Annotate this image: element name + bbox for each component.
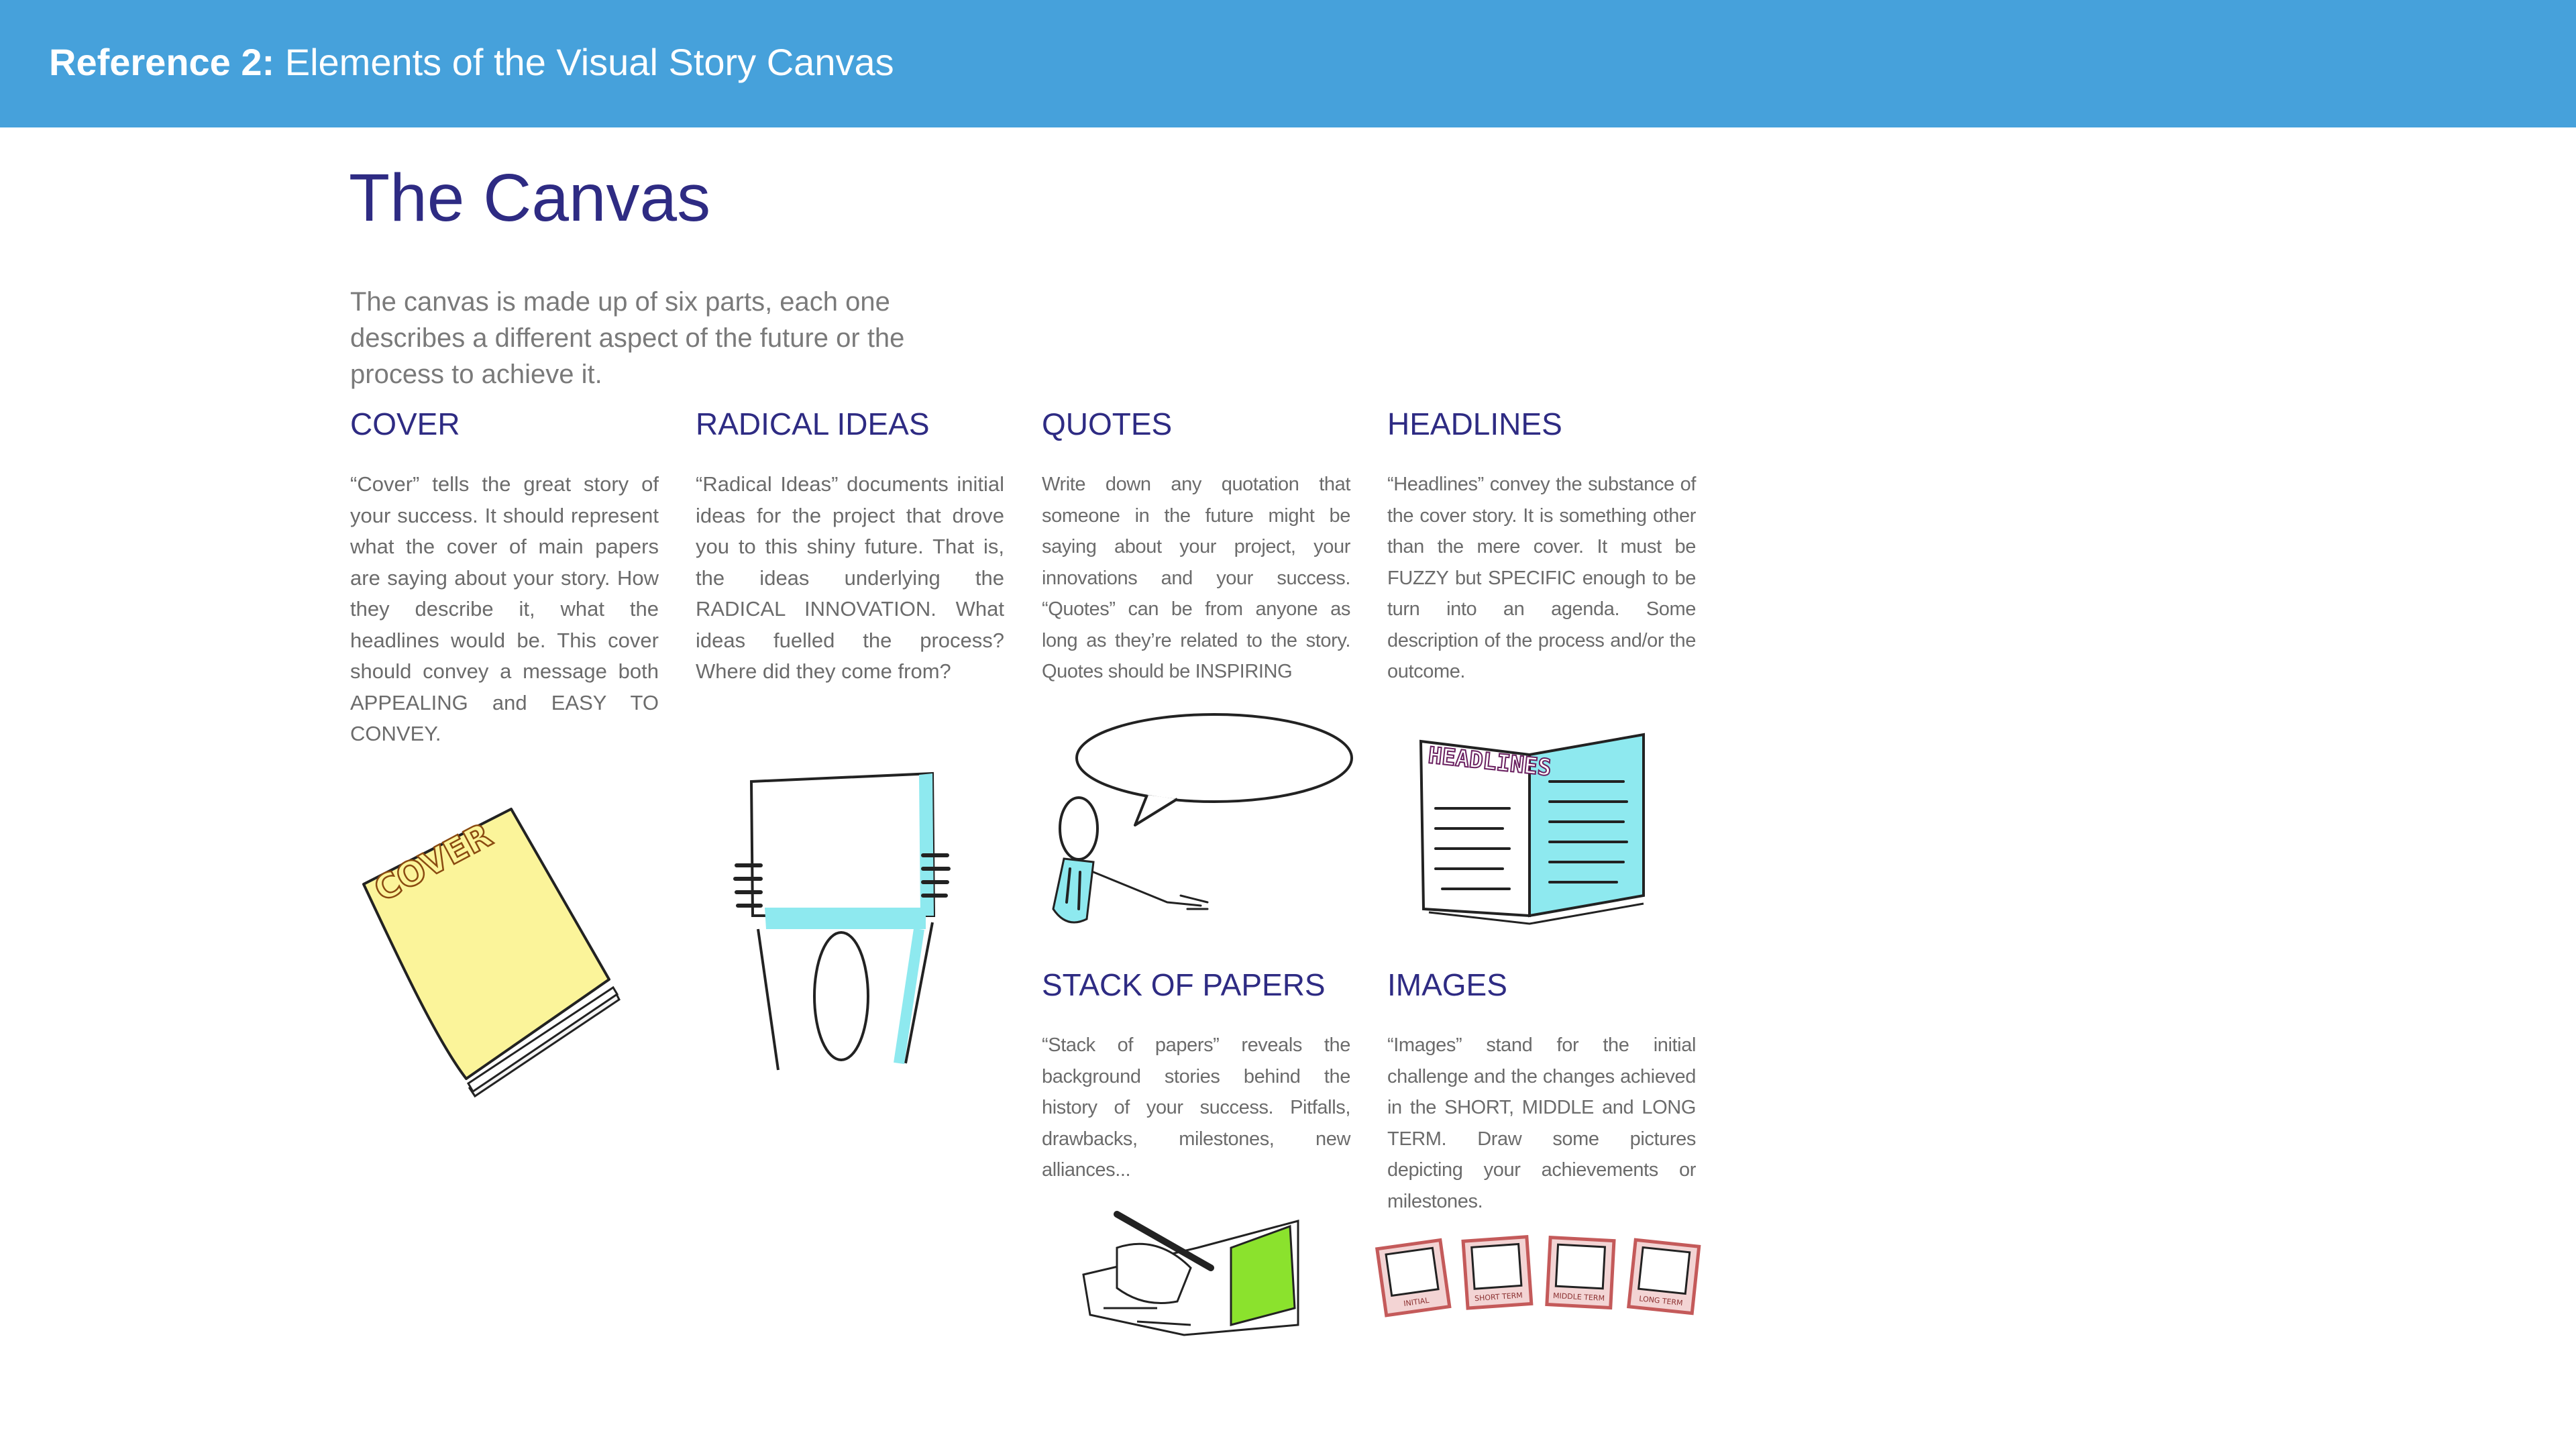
banner-label: Reference 2: — [49, 41, 275, 83]
image-frame-caption: INITIAL — [1403, 1295, 1430, 1309]
radical-ideas-heading: RADICAL IDEAS — [696, 407, 930, 441]
cover-heading: COVER — [350, 407, 460, 441]
banner-subtitle: Elements of the Visual Story Canvas — [284, 41, 894, 83]
banner-title — [49, 40, 894, 84]
headlines-newspaper-illustration — [1415, 728, 1650, 929]
page-title: The Canvas — [349, 160, 711, 235]
images-frames-illustration — [1375, 1231, 1711, 1332]
stack-of-papers-heading: STACK OF PAPERS — [1042, 967, 1326, 1002]
headlines-text: “Headlines” convey the substance of the cover story. It is something other than the mere cover. It must be FUZZY but SPECIFIC enough to be turn into an agenda. Some description of the process and/or the outcome. — [1387, 474, 1696, 682]
images-heading: IMAGES — [1387, 967, 1507, 1002]
intro-paragraph: The canvas is made up of six parts, each one describes a different aspect of the future or the process to achieve it. — [350, 287, 905, 389]
quotes-speech-illustration — [1046, 708, 1355, 939]
header-banner — [0, 0, 2576, 127]
stack-of-papers-illustration — [1077, 1208, 1305, 1342]
image-frame-short-term — [1463, 1237, 1532, 1308]
image-frame-long-term — [1629, 1240, 1699, 1313]
image-frame-initial — [1377, 1240, 1450, 1316]
image-frame-middle-term — [1547, 1238, 1614, 1308]
image-frame-caption: MIDDLE TERM — [1552, 1291, 1605, 1303]
image-frame-caption: SHORT TERM — [1474, 1291, 1523, 1303]
radical-ideas-text: “Radical Ideas” documents initial ideas for the project that drove you to this shiny future. That is, the ideas underlying the RADICAL INNOVATION. What ideas fuelled the process? Where did they come from? — [696, 472, 1004, 683]
radical-ideas-illustration — [731, 755, 953, 1077]
quotes-heading: QUOTES — [1042, 407, 1173, 441]
cover-text: “Cover” tells the great story of your success. It should represent what the cover of main papers are saying about your story. How they describe it, what the headlines would be. This cover should convey a message both APPEALING and EASY TO CONVEY. — [350, 472, 659, 745]
cover-magazine-illustration — [356, 798, 637, 1107]
stack-of-papers-text: “Stack of papers” reveals the background stories behind the history of your success. Pitfalls, drawbacks, milestones, new alliances... — [1042, 1034, 1350, 1181]
images-text: “Images” stand for the initial challenge and the changes achieved in the SHORT, MIDDLE and LONG TERM. Draw some pictures depicting your achievements or milestones. — [1387, 1034, 1696, 1212]
quotes-text: Write down any quotation that someone in the future might be saying about your project, your innovations and your success. “Quotes” can be from anyone as long as they’re related to the story. Quotes should be INSPIRING — [1042, 474, 1350, 682]
headlines-illustration-label: HEADLINES — [1427, 742, 1553, 782]
headlines-heading: HEADLINES — [1387, 407, 1562, 441]
cover-illustration-label: COVER — [368, 815, 498, 910]
image-frame-caption: LONG TERM — [1638, 1294, 1684, 1308]
